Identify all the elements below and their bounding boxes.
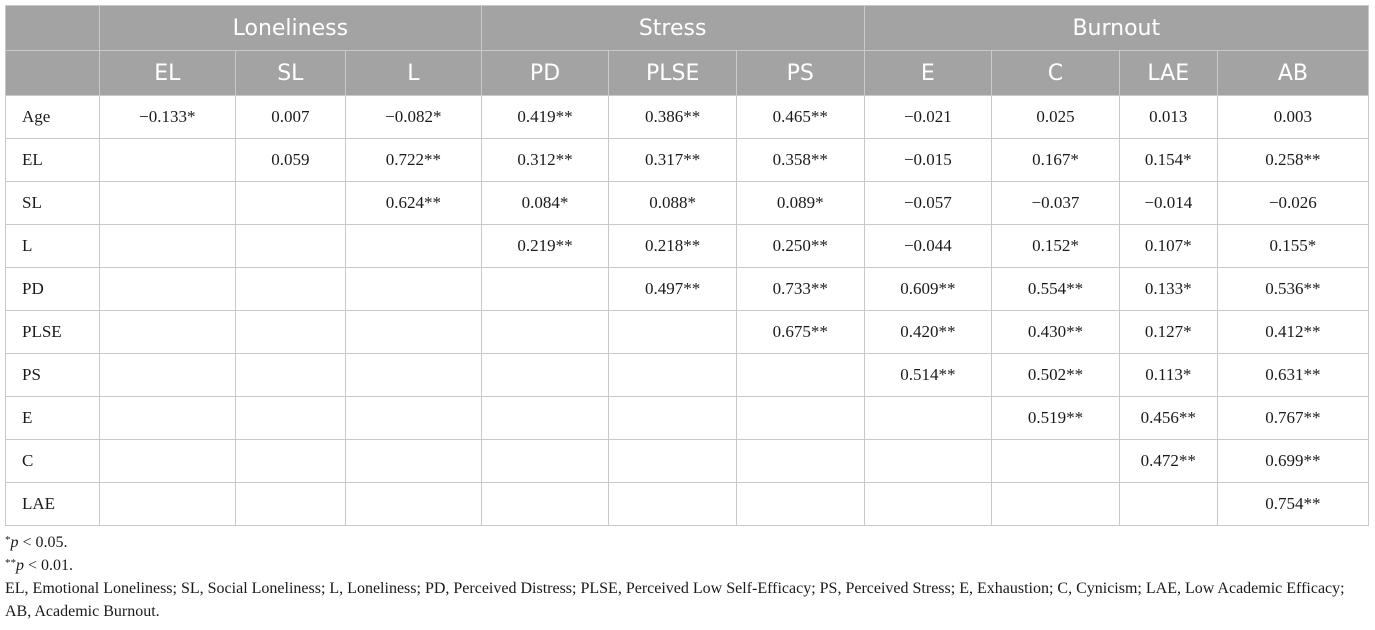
group-header-burnout: Burnout	[864, 6, 1368, 51]
correlation-cell: 0.502**	[992, 354, 1120, 397]
group-header-stress: Stress	[481, 6, 864, 51]
correlation-cell: 0.699**	[1217, 440, 1368, 483]
correlation-cell: 0.675**	[736, 311, 864, 354]
correlation-cell	[481, 268, 609, 311]
correlation-cell: 0.218**	[609, 225, 737, 268]
correlation-cell: 0.554**	[992, 268, 1120, 311]
correlation-cell	[235, 354, 345, 397]
correlation-cell	[99, 354, 235, 397]
column-header-row	[6, 51, 1369, 96]
table-row	[6, 139, 1369, 182]
correlation-cell	[481, 311, 609, 354]
row-label: PLSE	[6, 311, 100, 354]
correlation-table-container	[5, 5, 1369, 526]
row-label: PD	[6, 268, 100, 311]
correlation-cell	[1119, 483, 1217, 526]
column-header-l: L	[345, 51, 481, 96]
correlation-cell	[99, 225, 235, 268]
correlation-cell: 0.013	[1119, 96, 1217, 139]
correlation-cell	[609, 483, 737, 526]
correlation-cell	[345, 483, 481, 526]
correlation-cell: 0.609**	[864, 268, 992, 311]
footnote-p001: **p < 0.01.	[5, 557, 74, 574]
table-row	[6, 182, 1369, 225]
correlation-cell: 0.127*	[1119, 311, 1217, 354]
row-label: SL	[6, 182, 100, 225]
correlation-cell	[99, 311, 235, 354]
table-row	[6, 483, 1369, 526]
correlation-cell: 0.089*	[736, 182, 864, 225]
correlation-cell	[481, 440, 609, 483]
correlation-cell	[864, 397, 992, 440]
correlation-cell: 0.003	[1217, 96, 1368, 139]
correlation-cell	[736, 354, 864, 397]
correlation-cell: 0.420**	[864, 311, 992, 354]
correlation-cell: −0.026	[1217, 182, 1368, 225]
correlation-cell	[235, 440, 345, 483]
correlation-cell: 0.250**	[736, 225, 864, 268]
correlation-cell: 0.133*	[1119, 268, 1217, 311]
footnote-abbreviations: EL, Emotional Loneliness; SL, Social Loneliness; L, Loneliness; PD, Perceived Distress; PLSE, Perceived Low Self-Efficacy; PS, Perceived Stress; E, Exhaustion; C, Cynicism; LAE, Low Academic Efficacy; AB, Academic Burnout.	[5, 580, 1345, 620]
correlation-cell: 0.358**	[736, 139, 864, 182]
footnote-p005: *p < 0.05.	[5, 534, 68, 551]
correlation-cell	[99, 397, 235, 440]
table-footnotes	[5, 531, 1369, 623]
correlation-cell: 0.312**	[481, 139, 609, 182]
column-header-ab: AB	[1217, 51, 1368, 96]
correlation-cell	[736, 483, 864, 526]
correlation-cell	[609, 311, 737, 354]
correlation-cell	[481, 354, 609, 397]
correlation-cell: 0.258**	[1217, 139, 1368, 182]
correlation-cell: 0.519**	[992, 397, 1120, 440]
correlation-cell: 0.733**	[736, 268, 864, 311]
correlation-cell: 0.767**	[1217, 397, 1368, 440]
correlation-cell	[99, 483, 235, 526]
correlation-cell: −0.015	[864, 139, 992, 182]
correlation-cell: −0.037	[992, 182, 1120, 225]
table-row	[6, 268, 1369, 311]
table-row	[6, 311, 1369, 354]
column-header-pd: PD	[481, 51, 609, 96]
correlation-cell: 0.107*	[1119, 225, 1217, 268]
correlation-cell: 0.456**	[1119, 397, 1217, 440]
correlation-cell	[235, 311, 345, 354]
correlation-cell: 0.167*	[992, 139, 1120, 182]
correlation-cell: 0.497**	[609, 268, 737, 311]
correlation-cell	[99, 139, 235, 182]
correlation-cell: −0.082*	[345, 96, 481, 139]
correlation-cell: 0.084*	[481, 182, 609, 225]
correlation-cell: −0.021	[864, 96, 992, 139]
correlation-cell: 0.754**	[1217, 483, 1368, 526]
row-label: PS	[6, 354, 100, 397]
correlation-cell	[992, 440, 1120, 483]
column-header-lae: LAE	[1119, 51, 1217, 96]
table-body	[6, 96, 1369, 526]
table-row	[6, 397, 1369, 440]
correlation-cell	[345, 311, 481, 354]
correlation-cell	[864, 483, 992, 526]
correlation-table	[5, 5, 1369, 526]
table-row	[6, 96, 1369, 139]
row-label: E	[6, 397, 100, 440]
column-header-sl: SL	[235, 51, 345, 96]
correlation-cell	[609, 354, 737, 397]
correlation-cell: 0.219**	[481, 225, 609, 268]
correlation-cell	[345, 440, 481, 483]
correlation-cell: −0.133*	[99, 96, 235, 139]
correlation-cell	[235, 397, 345, 440]
correlation-cell	[736, 397, 864, 440]
correlation-cell	[345, 225, 481, 268]
correlation-cell: 0.465**	[736, 96, 864, 139]
correlation-cell: 0.722**	[345, 139, 481, 182]
correlation-cell	[99, 440, 235, 483]
correlation-cell	[99, 268, 235, 311]
correlation-cell	[609, 440, 737, 483]
correlation-cell: −0.044	[864, 225, 992, 268]
column-header-plse: PLSE	[609, 51, 737, 96]
row-label: EL	[6, 139, 100, 182]
corner-cell	[6, 6, 100, 51]
correlation-cell	[235, 182, 345, 225]
correlation-cell: 0.317**	[609, 139, 737, 182]
correlation-cell	[235, 483, 345, 526]
correlation-cell: 0.536**	[1217, 268, 1368, 311]
correlation-cell	[736, 440, 864, 483]
column-header-c: C	[992, 51, 1120, 96]
correlation-cell: −0.014	[1119, 182, 1217, 225]
correlation-cell	[345, 354, 481, 397]
table-row	[6, 440, 1369, 483]
correlation-cell: 0.631**	[1217, 354, 1368, 397]
column-header-ps: PS	[736, 51, 864, 96]
correlation-cell: −0.057	[864, 182, 992, 225]
correlation-cell	[235, 268, 345, 311]
corner-cell-sub	[6, 51, 100, 96]
correlation-cell: 0.113*	[1119, 354, 1217, 397]
column-header-e: E	[864, 51, 992, 96]
row-label: LAE	[6, 483, 100, 526]
correlation-cell: 0.154*	[1119, 139, 1217, 182]
correlation-cell	[481, 397, 609, 440]
correlation-cell	[345, 268, 481, 311]
group-header-row	[6, 6, 1369, 51]
correlation-cell: 0.412**	[1217, 311, 1368, 354]
correlation-cell: 0.059	[235, 139, 345, 182]
correlation-cell: 0.386**	[609, 96, 737, 139]
correlation-cell: 0.088*	[609, 182, 737, 225]
correlation-cell: 0.514**	[864, 354, 992, 397]
correlation-cell: 0.624**	[345, 182, 481, 225]
column-header-el: EL	[99, 51, 235, 96]
correlation-cell	[609, 397, 737, 440]
table-row	[6, 354, 1369, 397]
correlation-cell: 0.419**	[481, 96, 609, 139]
correlation-cell: 0.472**	[1119, 440, 1217, 483]
correlation-cell	[864, 440, 992, 483]
group-header-loneliness: Loneliness	[99, 6, 481, 51]
correlation-cell	[235, 225, 345, 268]
correlation-cell: 0.155*	[1217, 225, 1368, 268]
correlation-cell: 0.152*	[992, 225, 1120, 268]
correlation-cell	[481, 483, 609, 526]
correlation-cell: 0.430**	[992, 311, 1120, 354]
correlation-cell: 0.025	[992, 96, 1120, 139]
row-label: Age	[6, 96, 100, 139]
correlation-cell	[99, 182, 235, 225]
table-row	[6, 225, 1369, 268]
row-label: C	[6, 440, 100, 483]
correlation-cell	[345, 397, 481, 440]
correlation-cell	[992, 483, 1120, 526]
correlation-cell: 0.007	[235, 96, 345, 139]
row-label: L	[6, 225, 100, 268]
